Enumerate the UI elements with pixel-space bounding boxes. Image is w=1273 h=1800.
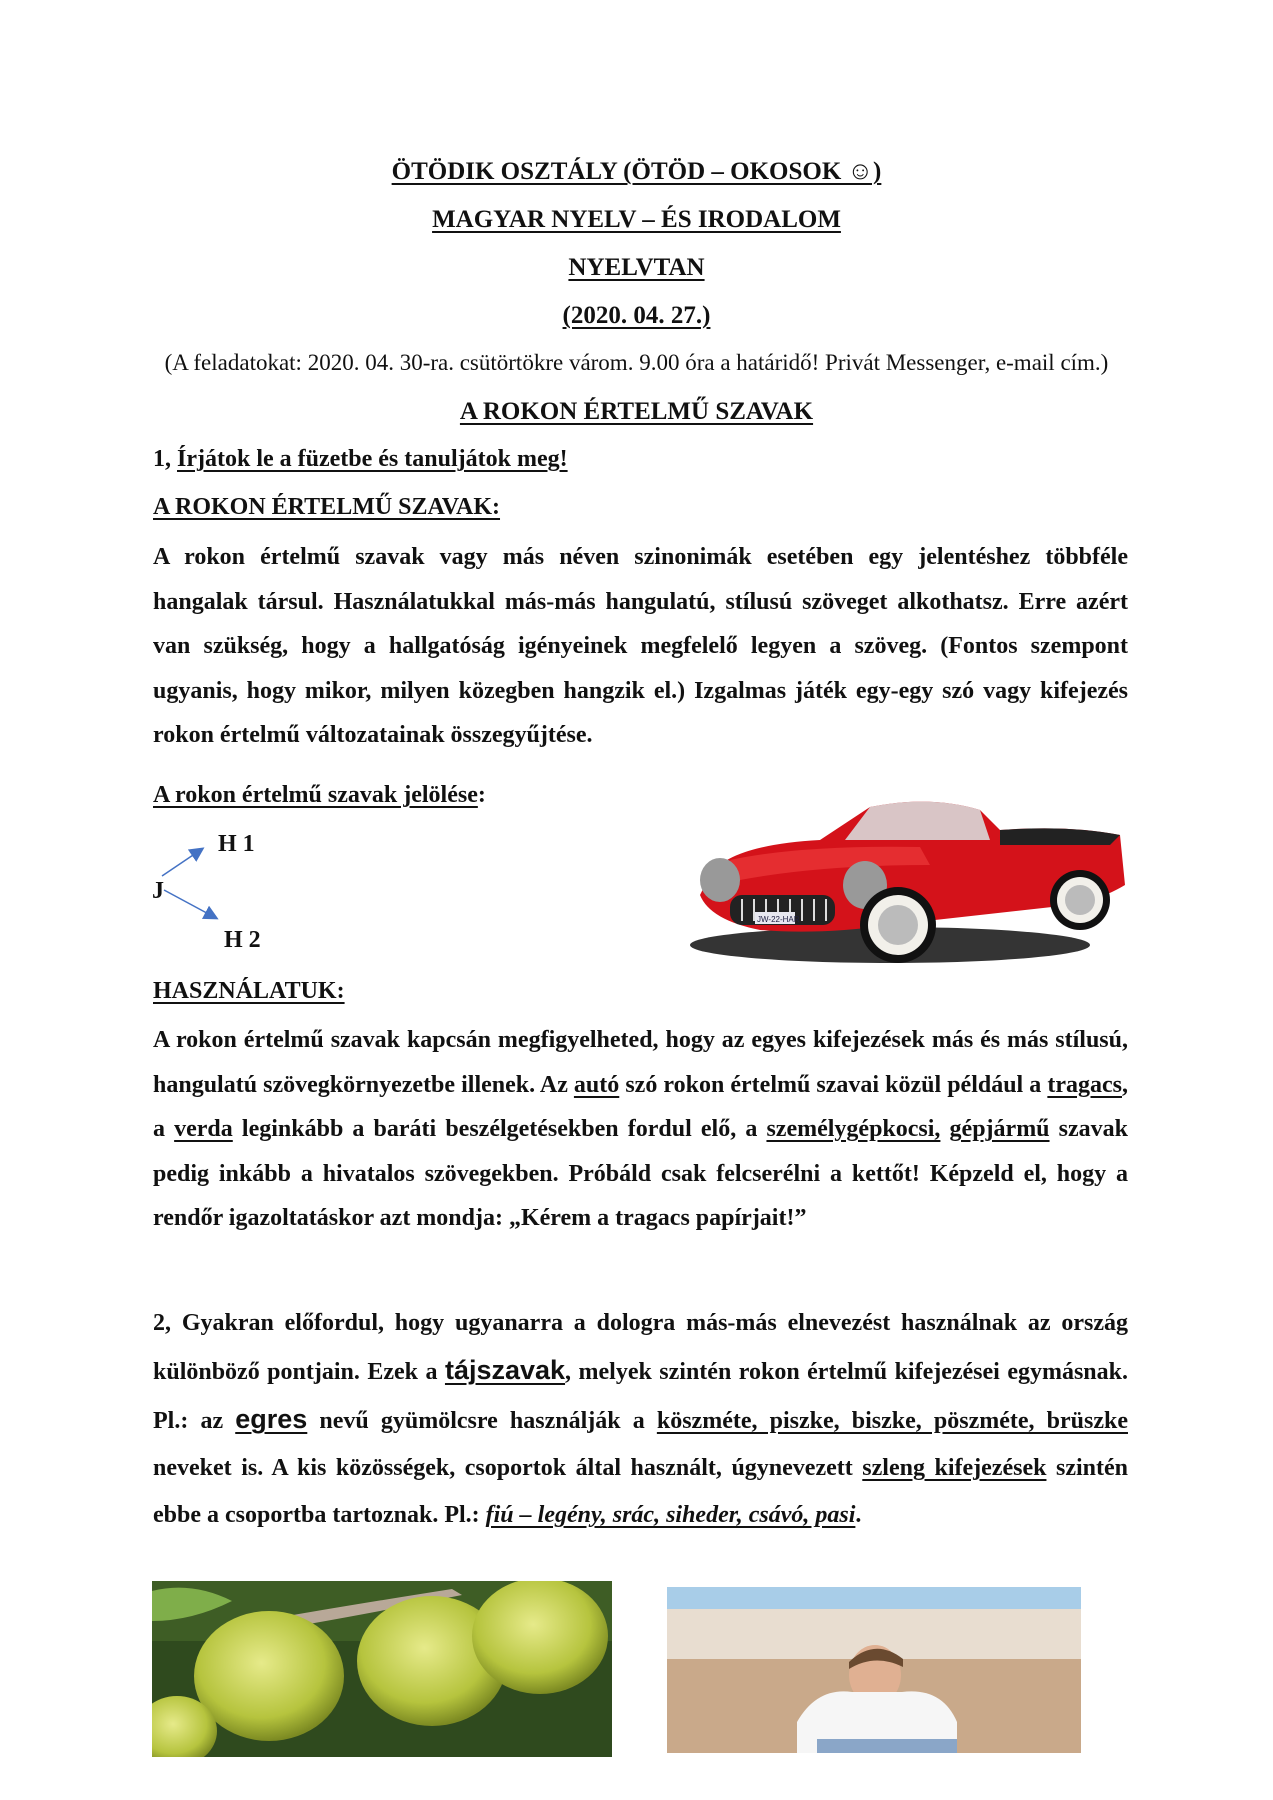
task1-definition-paragraph: A rokon értelmű szavak vagy más néven szinonimák esetében egy jelentéshez többféle hangalak társul. Használatukkal más-más hangulatú, stílusú szöveget alkothatsz. Erre azért van szükség, hogy a hallgatóság igényeinek megfelelő legyen a szöveg. (Fontos szempont ugyanis, hogy mikor, milyen közegben hangzik el.) Izgalmas játék egy-egy szó vagy kifejezés rokon értelmű változatainak összegyűjtése. (153, 544, 1128, 748)
red-car-image (670, 785, 1130, 975)
task1-heading: 1, Írjátok le a füzetbe és tanuljátok meg! (153, 446, 568, 472)
deadline-note: (A feladatokat: 2020. 04. 30-ra. csütörtökre várom. 9.00 óra a határidő! Privát Messenger, e-mail cím.) (164, 350, 1109, 375)
header-date: (2020. 04. 27.) (562, 302, 711, 329)
word-szleng: szleng kifejezések (862, 1455, 1047, 1481)
diagram-h2: H 2 (224, 927, 261, 953)
word-tragacs: tragacs (1047, 1071, 1122, 1098)
word-gepjarmu: gépjármű (949, 1116, 1050, 1142)
task2-paragraph: 2, Gyakran előfordul, hogy ugyanarra a dologra más-más elnevezést használnak az ország különböző pontjain. Ezek a tájszavak, melyek szintén rokon értelmű kifejezései egymásnak. Pl.: az egres nevű gyümölcsre használják a köszméte, piszke, biszke, pöszméte, brüszke neveket is. A kis közösségek, csoportok által használt, úgynevezett szleng kifejezések szintén ebbe a csoportba tartoznak. Pl.: fiú – legény, srác, siheder, csávó, pasi. (153, 1310, 1129, 1528)
license-plate: JW-22-HAR (757, 915, 800, 924)
section-title: A ROKON ÉRTELMŰ SZAVAK (459, 398, 814, 425)
word-egres: egres (235, 1404, 308, 1434)
word-tajszavak: tájszavak (444, 1355, 566, 1385)
header-subject: MAGYAR NYELV – ÉS IRODALOM (432, 206, 841, 233)
header-topic: NYELVTAN (568, 254, 705, 281)
slang-examples: fiú – legény, srác, siheder, csávó, pasi (485, 1502, 856, 1528)
diagram-j: J (152, 878, 164, 904)
gooseberry-image (152, 1581, 612, 1757)
word-regional-names: köszméte, piszke, biszke, pöszméte, brüszke (656, 1408, 1128, 1434)
word-auto: autó (573, 1071, 620, 1098)
notation-title: A rokon értelmű szavak jelölése: (153, 782, 486, 808)
header-class-title: ÖTÖDIK OSZTÁLY (ÖTÖD – OKOSOK ☺) (391, 158, 882, 185)
task1-subtitle: A ROKON ÉRTELMŰ SZAVAK: (153, 494, 501, 520)
diagram-h1: H 1 (218, 831, 255, 857)
arrow-to-h2 (164, 890, 216, 918)
usage-title: HASZNÁLATUK: (153, 978, 345, 1004)
word-szemelygepkocsi: személygépkocsi, (766, 1116, 941, 1142)
task1-instruction: Írjátok le a füzetbe és tanuljátok meg! (177, 446, 568, 472)
arrow-to-h1 (162, 849, 202, 876)
word-verda: verda (174, 1116, 233, 1142)
young-man-image (667, 1587, 1081, 1753)
usage-paragraph: A rokon értelmű szavak kapcsán megfigyelheted, hogy az egyes kifejezések más és más stílusú, hangulatú szövegkörnyezetbe illenek. Az autó szó rokon értelmű szavai közül például a tragacs, a verda leginkább a baráti beszélgetésekben fordul elő, a személygépkocsi, gépjármű szavak pedig inkább a hivatalos szövegekben. Próbáld csak felcserélni a kettőt! Képzeld el, hogy a rendőr igazoltatáskor azt mondja: „Kérem a tragacs papírjait!” (153, 1027, 1128, 1231)
